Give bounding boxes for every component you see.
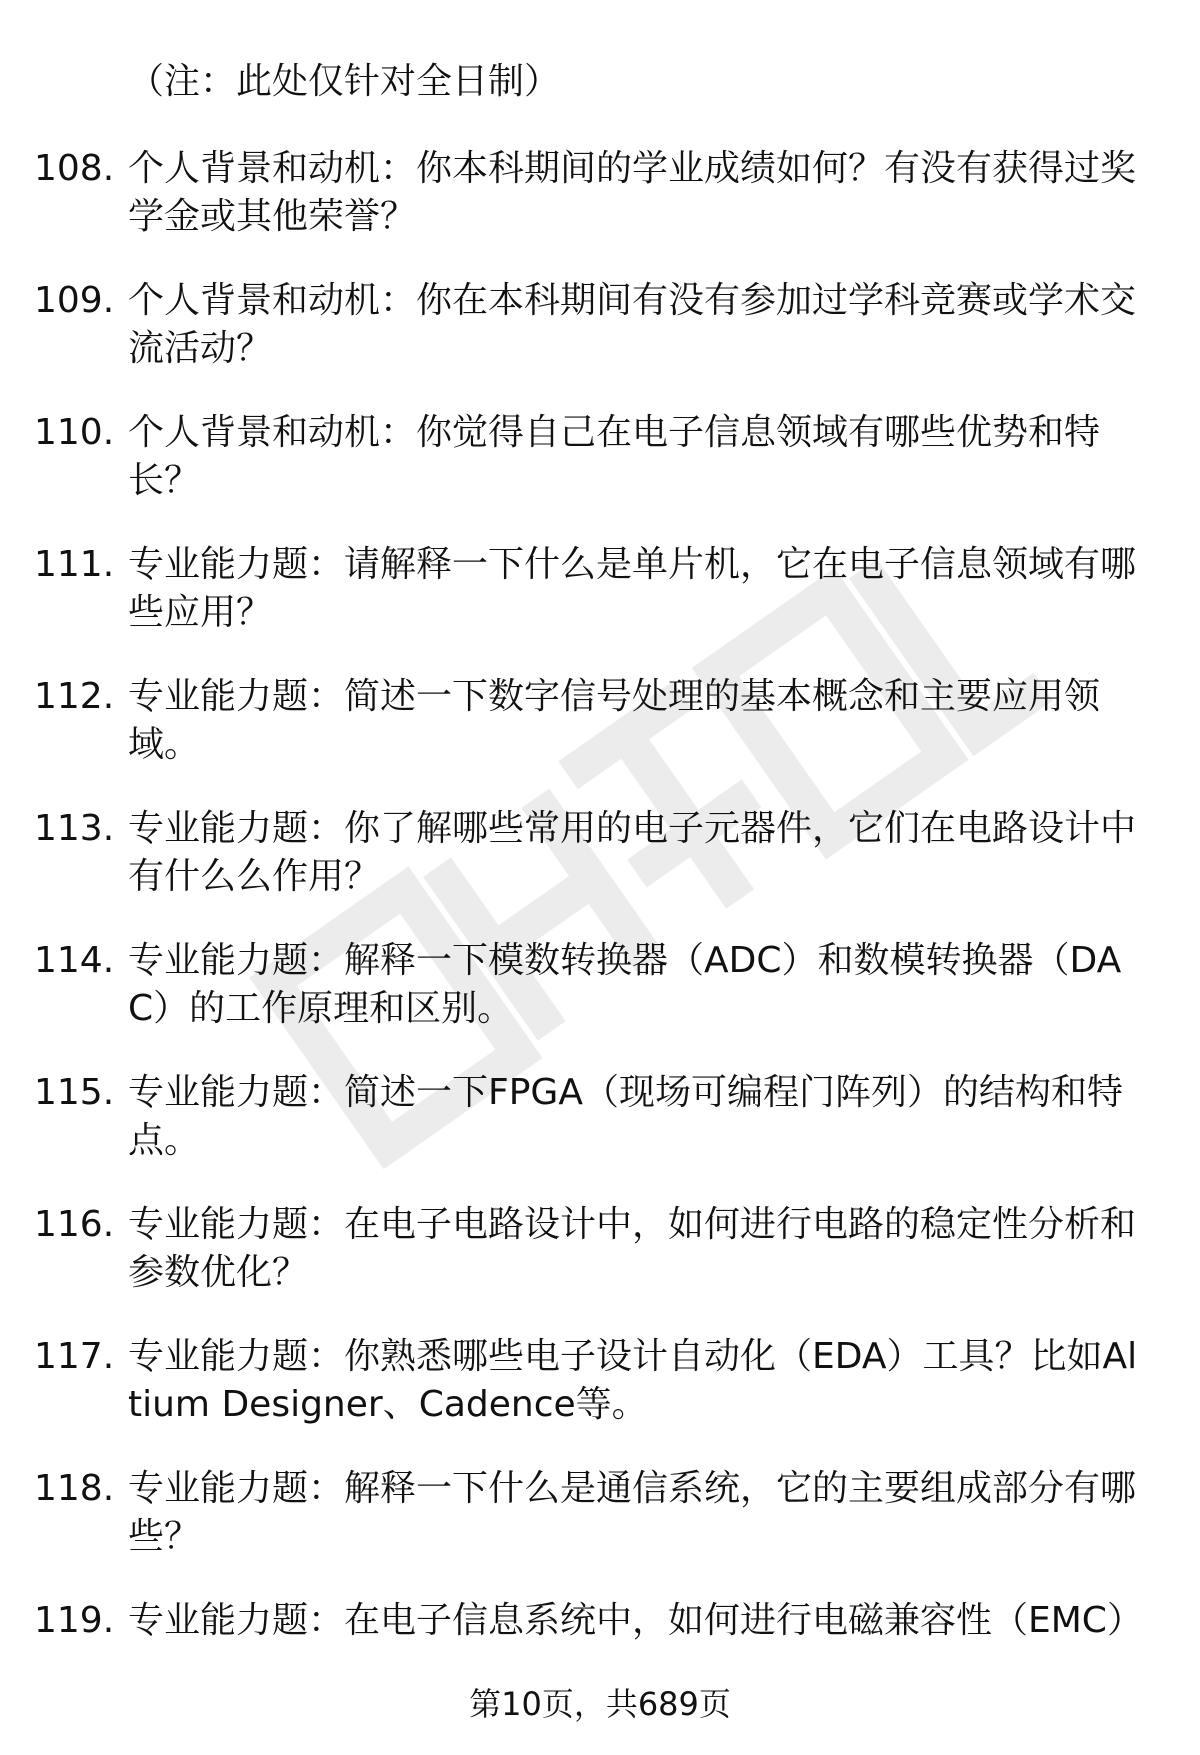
question-text: 专业能力题：请解释一下什么是单片机，它在电子信息领域有哪些应用？ xyxy=(128,544,1137,633)
question-text: 专业能力题：简述一下数字信号处理的基本概念和主要应用领域。 xyxy=(128,676,1101,765)
question-number: 111. xyxy=(34,544,115,585)
question-number: 110. xyxy=(34,412,115,453)
question-text: 专业能力题：在电子电路设计中，如何进行电路的稳定性分析和参数优化？ xyxy=(128,1204,1137,1293)
question-number: 119. xyxy=(34,1600,115,1641)
question-text: 个人背景和动机：你在本科期间有没有参加过学科竞赛或学术交流活动？ xyxy=(128,280,1137,369)
question-number: 112. xyxy=(34,676,115,717)
list-item xyxy=(0,1069,1200,1201)
question-number: 113. xyxy=(34,808,115,849)
question-text: 专业能力题：解释一下什么是通信系统，它的主要组成部分有哪些？ xyxy=(128,1468,1137,1557)
list-item xyxy=(0,541,1200,673)
list-item xyxy=(0,673,1200,805)
list-item xyxy=(0,805,1200,937)
question-number: 114. xyxy=(34,940,115,981)
list-item xyxy=(0,1465,1200,1597)
list-item xyxy=(0,145,1200,277)
question-text: 专业能力题：简述一下FPGA（现场可编程门阵列）的结构和特点。 xyxy=(128,1072,1123,1161)
page-footer: 第10页，共689页 xyxy=(469,1685,731,1723)
list-item xyxy=(0,1597,1200,1663)
question-number: 118. xyxy=(34,1468,115,1509)
question-text: 个人背景和动机：你本科期间的学业成绩如何？有没有获得过奖学金或其他荣誉？ xyxy=(128,148,1137,237)
question-text: 专业能力题：解释一下模数转换器（ADC）和数模转换器（DAC）的工作原理和区别。 xyxy=(128,940,1122,1029)
question-number: 109. xyxy=(34,280,115,321)
list-item xyxy=(0,937,1200,1069)
list-item xyxy=(0,1333,1200,1465)
list-item xyxy=(0,1201,1200,1333)
question-number: 108. xyxy=(34,148,115,189)
question-text: 专业能力题：你了解哪些常用的电子元器件，它们在电路设计中有什么么作用？ xyxy=(128,808,1137,897)
note-text: （注：此处仅针对全日制） xyxy=(128,61,561,102)
list-item xyxy=(0,277,1200,409)
list-item xyxy=(0,409,1200,541)
question-list xyxy=(0,145,1200,1663)
question-number: 116. xyxy=(34,1204,115,1245)
question-text: 个人背景和动机：你觉得自己在电子信息领域有哪些优势和特长？ xyxy=(128,412,1101,501)
question-text: 专业能力题：你熟悉哪些电子设计自动化（EDA）工具？比如Altium Designer、Cadence等。 xyxy=(128,1336,1138,1425)
question-number: 117. xyxy=(34,1336,115,1377)
question-text: 专业能力题：在电子信息系统中，如何进行电磁兼容性（EMC） xyxy=(128,1600,1143,1641)
question-number: 115. xyxy=(34,1072,115,1113)
